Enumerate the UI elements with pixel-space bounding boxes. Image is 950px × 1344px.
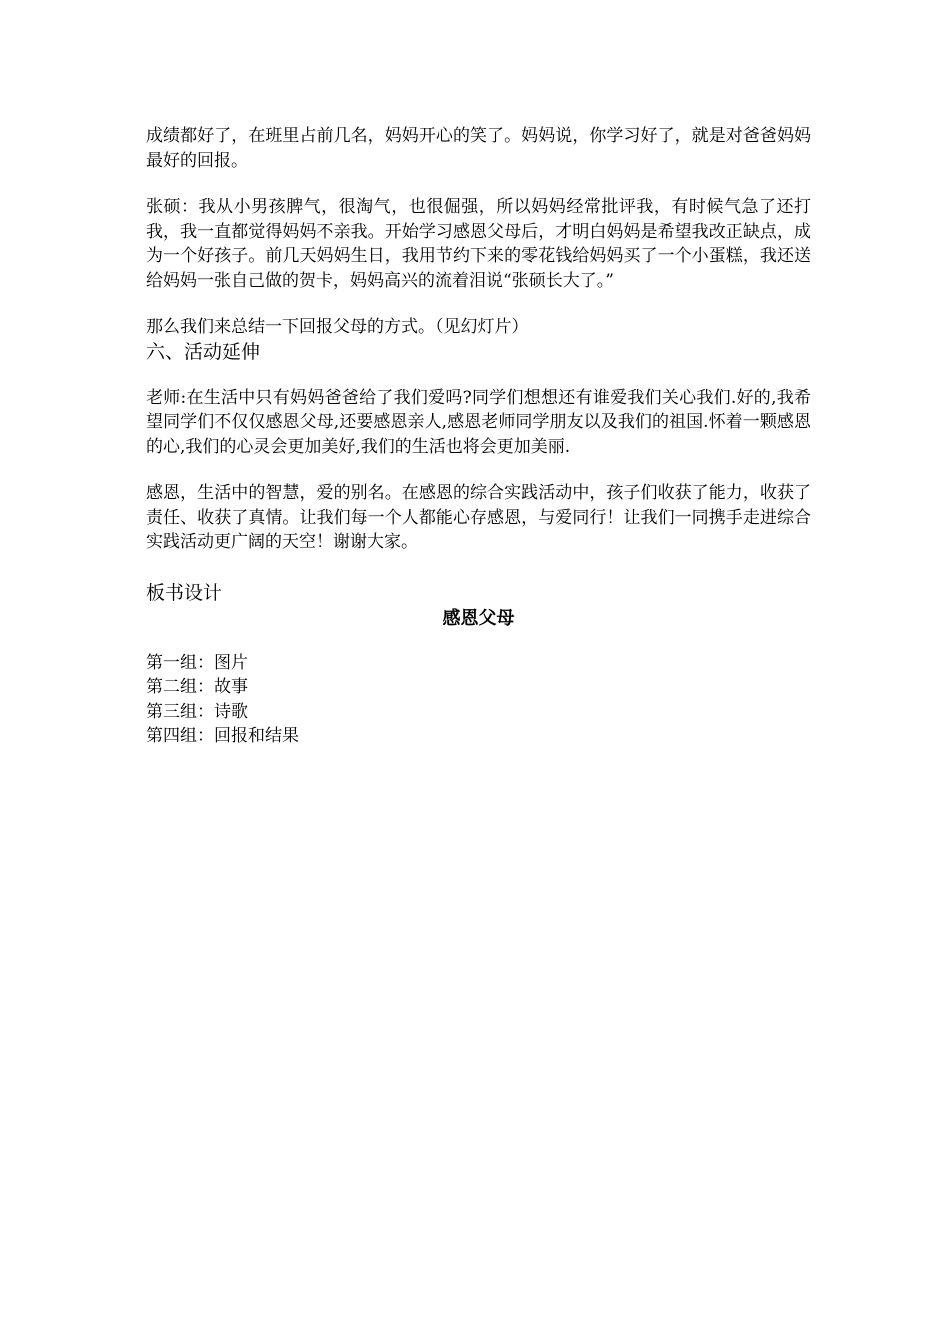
- document-page: [146, 124, 811, 749]
- board-group-item: 第一组：图片: [146, 652, 248, 673]
- paragraph-teacher: 老师:在生活中只有妈妈爸爸给了我们爱吗?同学们想想还有谁爱我们关心我们.好的,我希望同学们不仅仅感恩父母,还要感恩亲人,感恩老师同学朋友以及我们的祖国.怀着一颗感恩的心,我们的心灵会更加美好,我们的生活也将会更加美丽.: [146, 387, 811, 457]
- section-heading-activity-extension: 六、活动延伸: [146, 340, 261, 363]
- board-title: 感恩父母: [442, 607, 515, 629]
- paragraph-zhang-shuo: 张硕：我从小男孩脾气，很淘气，也很倔强，所以妈妈经常批评我，有时候气急了还打我，我一直都觉得妈妈不亲我。开始学习感恩父母后，才明白妈妈是希望我改正缺点，成为一个好孩子。前几天妈妈生日，我用节约下来的零花钱给妈妈买了一个小蛋糕，我还送给妈妈一张自己做的贺卡，妈妈高兴的流着泪说“张硕长大了。”: [146, 197, 811, 291]
- paragraph-report: 成绩都好了，在班里占前几名，妈妈开心的笑了。妈妈说，你学习好了，就是对爸爸妈妈最好的回报。: [146, 126, 811, 171]
- board-group-item: 第四组：回报和结果: [146, 726, 299, 746]
- board-group-item: 第二组：故事: [146, 677, 248, 697]
- paragraph-summary: 那么我们来总结一下回报父母的方式。（见幻灯片）: [146, 317, 529, 337]
- board-group-item: 第三组：诗歌: [146, 701, 248, 722]
- paragraph-conclusion: 感恩，生活中的智慧，爱的别名。在感恩的综合实践活动中，孩子们收获了能力，收获了责任、收获了真情。让我们每一个人都能心存感恩，与爱同行！让我们一同携手走进综合实践活动更广阔的天空！谢谢大家。: [146, 483, 811, 552]
- board-design-heading: 板书设计: [146, 581, 223, 604]
- board-group-list: [146, 651, 811, 749]
